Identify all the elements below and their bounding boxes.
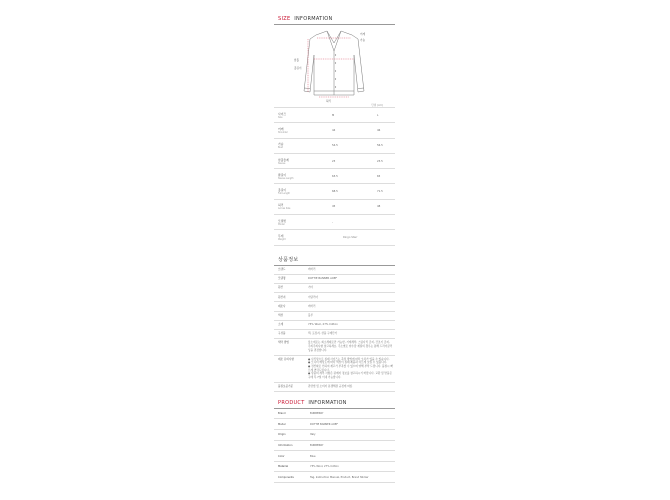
size-info-title: SIZE INFORMATION [278, 16, 333, 22]
product-info-row [274, 274, 395, 283]
size-value-v1: 44 [321, 123, 368, 138]
size-table [274, 108, 395, 246]
size-row-label [274, 138, 321, 153]
size-row-label [274, 108, 321, 123]
size-label-ko: 가슴 [278, 142, 284, 147]
product-info-row [274, 320, 395, 329]
size-label-ko: 어깨 [278, 126, 284, 131]
product-info-row [274, 293, 395, 302]
size-label-en: Shoulder [278, 130, 288, 134]
bullet-icon: ● [308, 357, 312, 361]
size-value-v2: 48 [368, 199, 395, 214]
size-row-label [274, 215, 321, 230]
product-info-en-row [274, 430, 395, 441]
product-info-key: 제조 유의사항 [274, 355, 308, 382]
caution-text: 전산화로 인하여 재고가 부족할 수 있으며 양해 부탁 드립니다. 품절시 빠르게 연락드립니다. [308, 365, 393, 372]
product-info-en-key: Material [274, 461, 309, 472]
product-detail-page [274, 14, 395, 483]
product-info-value: 택, 포장지, 상품 구매단가 [308, 329, 395, 338]
product-info-key: 소재 [274, 320, 308, 329]
size-value-v1: 63.5 [321, 169, 368, 184]
product-info-en-value: BURBERRY [309, 440, 395, 451]
size-label-ko: 총길이 [278, 188, 287, 193]
size-value-v1: - [321, 215, 368, 230]
product-info-en-value: 73% Wool, 27% Cotton [309, 461, 395, 472]
unit-note: 단위 (cm) [371, 104, 383, 107]
size-value-v1: 45 [321, 199, 368, 214]
product-info-value: 이탈리아 [308, 293, 395, 302]
product-info-value: 73% Wool, 27% Cotton [308, 320, 395, 329]
product-info-en-value: BURBERRY [309, 409, 395, 419]
size-row [274, 184, 395, 199]
size-row [274, 169, 395, 184]
product-info-en-row [274, 419, 395, 430]
bullet-icon: ● [308, 361, 312, 365]
product-info-en-row [274, 440, 395, 451]
size-row [274, 215, 395, 230]
product-info-en-key: Brand [274, 409, 309, 419]
size-value-v2: L [368, 108, 395, 123]
product-info-row [274, 382, 395, 391]
cardigan-illustration [274, 25, 395, 105]
size-label-en: Across Size [278, 207, 291, 211]
size-row [274, 138, 395, 153]
diagram-label-shoulder: 어깨 [360, 33, 366, 36]
size-label-ko: 팔길이 [278, 172, 287, 177]
size-row-label [274, 230, 321, 245]
size-label-en: Full Length [278, 192, 290, 196]
size-row-label [274, 199, 321, 214]
product-info-en-key: Model [274, 419, 309, 430]
product-info-value: 울소재로는 회소세제로만 가능함, 기계세탁, 스팀다리 금지, 건조기 금지, 주의주의사항 참고하세요. 주소별로 양수량 재질의 경우는 통해 드라이클리닝을 권장합니다. [308, 339, 395, 355]
product-info-ko-title: 상품정보 [278, 256, 299, 263]
product-info-key: 구성품 [274, 329, 308, 338]
product-info-row [274, 302, 395, 311]
size-label-en: Sleeve Length [278, 176, 294, 180]
size-row-label [274, 153, 321, 168]
size-label-ko: 허리 [278, 203, 284, 208]
product-info-en-value: Italy [309, 430, 395, 441]
product-info-value: 기타 [308, 284, 395, 293]
size-row [274, 123, 395, 138]
size-label-en: Weight [278, 238, 286, 242]
caution-text: 상품의 세부 사항은 판매자 정보를 참고하시기 바랍니다. 교환 및 반품은 구매 후 7일 이내 가능합니다. [308, 372, 393, 379]
size-row [274, 230, 395, 245]
product-info-en-row [274, 461, 395, 472]
product-info-key: 제조사 [274, 302, 308, 311]
size-value-v2: 71.5 [368, 184, 395, 199]
product-info-en-key: Color [274, 451, 309, 462]
size-row-label [274, 169, 321, 184]
size-value-v2 [368, 215, 395, 230]
product-info-key: 품질보증기준 [274, 382, 308, 391]
cardigan-diagram [274, 25, 395, 105]
product-info-key: 원산 [274, 284, 308, 293]
product-info-en-value: DOTTIE BANNER AOEF [309, 419, 395, 430]
product-info-value: 버버리 [308, 266, 395, 275]
product-info-en-row [274, 409, 395, 419]
product-info-row [274, 329, 395, 338]
size-value-v1: 68.5 [321, 184, 368, 199]
diagram-label-armhole: 암홀 [294, 59, 300, 62]
product-info-en-title: PRODUCT INFORMATION [278, 399, 347, 406]
product-info-key: 색상 [274, 311, 308, 320]
product-info-row [274, 339, 395, 355]
caution-text: 사진상으로 실제 사이즈는 측정 방법에 따라 오차가 있을 수 있습니다. [311, 357, 390, 361]
size-label-ko: 사이즈 [278, 111, 287, 116]
product-info-value: 블루 [308, 311, 395, 320]
product-info-row [274, 311, 395, 320]
size-value-v1: 23 [321, 153, 368, 168]
size-label-en: Model [278, 222, 285, 226]
size-row-label [274, 184, 321, 199]
product-info-en-row [274, 472, 395, 483]
size-row [274, 108, 395, 123]
size-value-v2: 46 [368, 123, 395, 138]
size-value-v2: 56.5 [368, 138, 395, 153]
size-label-ko: 모델컷 [278, 218, 287, 223]
size-label-en: Size [278, 115, 283, 119]
size-row [274, 153, 395, 168]
product-info-en-value: Blue [309, 451, 395, 462]
size-label-en: Sleeve [278, 161, 286, 165]
product-info-key: 모델명 [274, 274, 308, 283]
product-info-row [274, 266, 395, 275]
size-value-v1: M [321, 108, 368, 123]
product-info-key: 브랜드 [274, 266, 308, 275]
caution-bullet [308, 372, 393, 379]
product-info-value: 관련법 및 소비자 분쟁해결 규정에 따름 [308, 382, 395, 391]
diagram-label-bust: 가슴 [360, 39, 366, 42]
product-info-row [274, 284, 395, 293]
product-info-ko-table [274, 266, 395, 392]
product-info-en-value: Tag, Instruction Manual, Product, Brand Sticker [309, 472, 395, 483]
diagram-label-length: 총길이 [294, 67, 302, 70]
product-info-value: 버버리 [308, 302, 395, 311]
size-label-ko: 무게 [278, 234, 284, 239]
product-info-key: 세탁 방법 [274, 339, 308, 355]
size-row [274, 199, 395, 214]
product-info-value: DOTTIE BANNER AOEF [308, 274, 395, 283]
size-value-v2: 23.5 [368, 153, 395, 168]
size-label-en: Bust [278, 146, 283, 150]
product-info-row [274, 355, 395, 382]
caution-text: 모니터 해상도에 따라 색상이 실제 제품과 다르게 보일 수 있습니다. [311, 361, 387, 365]
product-info-value [308, 355, 395, 382]
product-info-en-table [274, 409, 395, 483]
size-label-ko: 암홀둘레 [278, 157, 289, 162]
size-value-v2: 65 [368, 169, 395, 184]
size-value: Ringo Starr [321, 230, 395, 245]
size-row-label [274, 123, 321, 138]
product-info-en-key: Components [274, 472, 309, 483]
bullet-icon: ● [308, 365, 312, 369]
product-info-key: 원산지 [274, 293, 308, 302]
product-info-en-key: Information [274, 440, 309, 451]
bullet-icon: ● [308, 372, 312, 376]
size-value-v1: 54.5 [321, 138, 368, 153]
product-info-en-key: Origin [274, 430, 309, 441]
diagram-label-waist: 허리 [326, 100, 332, 103]
product-info-en-row [274, 451, 395, 462]
